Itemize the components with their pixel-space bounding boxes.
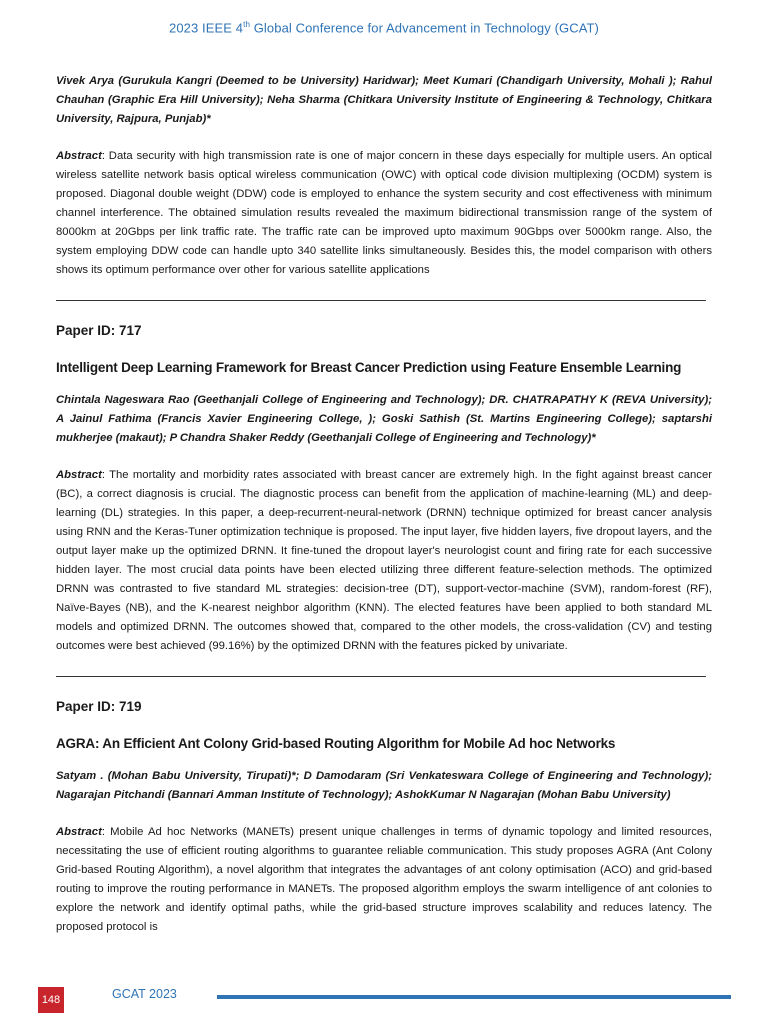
header-title-pre: 2023 IEEE 4: [169, 20, 244, 36]
page-content: [56, 72, 712, 937]
abstract-text: : The mortality and morbidity rates associated with breast cancer are extremely high. In the fight against breast cancer (BC), a correct diagnosis is crucial. The diagnostic process can benefit from the application of machine-learning (ML) and deep-learning (DL) strategies. In this paper, a deep-recurrent-neural-network (DRNN) technique optimized for breast cancer analysis using RNN and the Keras-Tuner optimization technique is proposed. The input layer, five hidden layers, five dropout layers, and the output layer make up the optimized DRNN. It fine-tuned the dropout layer's neurologist count and firing rate for each successive hidden layer. The most crucial data points have been elected utilizing three different feature-selection methods. The optimized DRNN was contrasted to five standard ML strategies: decision-tree (DT), support-vector-machine (SVM), random-forest (RF), Naïve-Bayes (NB), and the K-nearest neighbor algorithm (KNN). The elected features have been applied to both standard ML models and optimized DRNN. The outcomes showed that, compared to the other models, the cross-validation (CV) and testing outcomes were best achieved (99.16%) by the optimized DRNN with the features picked by univariate.: [56, 469, 712, 652]
paper-authors: Chintala Nageswara Rao (Geethanjali College of Engineering and Technology); DR. CHATRAPATHY K (REVA University); A Jainul Fathima (Francis Xavier Engineering College, ); Goski Sathish (St. Martins Engineering College); saptarshi mukherjee (makaut); P Chandra Shaker Reddy (Geethanjali College of Engineering and Technology)*: [56, 394, 712, 444]
paper-abstract: [56, 147, 712, 280]
paper-entry-continued: [56, 72, 712, 280]
abstract-text: : Mobile Ad hoc Networks (MANETs) present unique challenges in terms of dynamic topology and limited resources, necessitating the use of efficient routing algorithms to guarantee reliable communication. This study proposes AGRA (Ant Colony Grid-based Routing Algorithm), a novel algorithm that integrates the advantages of ant colony optimisation (ACO) and grid-based routing to improve the routing performance in MANETs. The proposed algorithm employs the swarm intelligence of ant colonies to explore the network and identify optimal paths, while the grid-based structure improves scalability and reduces latency. The proposed protocol is: [56, 826, 712, 933]
page-number-badge: 148: [38, 987, 64, 1013]
footer-label: GCAT 2023: [112, 987, 177, 1001]
running-header: [0, 20, 768, 35]
paper-abstract: [56, 466, 712, 656]
paper-id: Paper ID: 717: [56, 323, 142, 338]
header-title-post: Global Conference for Advancement in Technology (GCAT): [250, 20, 599, 36]
paper-entry-719: [56, 699, 712, 937]
abstract-text: : Data security with high transmission rate is one of major concern in these days especially for multiple users. An optical wireless satellite network basis optical wireless communication (OWC) with optical code division multiplexing (OCDM) system is proposed. Diagonal double weight (DDW) code is employed to enhance the system security and cost effectiveness with minimum channel interference. The obtained simulation results revealed the maximum bidirectional transmission range of the system of 8000km at 20Gbps per link traffic rate. The traffic rate can be improved upto maximum 90Gbps over 5000km range. Also, the system employing DDW code can handle upto 340 satellite links simultaneously. Besides this, the model comparison with others shows its optimum performance over other for various satellite applications: [56, 150, 712, 276]
abstract-label: Abstract: [56, 150, 102, 162]
paper-title: Intelligent Deep Learning Framework for Breast Cancer Prediction using Feature Ensemble Learning: [56, 360, 682, 375]
entry-separator: [56, 300, 706, 301]
paper-id: Paper ID: 719: [56, 699, 142, 714]
paper-title: AGRA: An Efficient Ant Colony Grid-based Routing Algorithm for Mobile Ad hoc Networks: [56, 736, 616, 751]
abstract-label: Abstract: [56, 469, 102, 481]
footer-rule: [217, 995, 731, 999]
abstract-label: Abstract: [56, 826, 102, 838]
paper-authors: Vivek Arya (Gurukula Kangri (Deemed to be University) Haridwar); Meet Kumari (Chandigarh University, Mohali ); Rahul Chauhan (Graphic Era Hill University); Neha Sharma (Chitkara University Institute of Engineering & Technology, Chitkara University, Rajpura, Punjab)*: [56, 75, 712, 125]
paper-abstract: [56, 823, 712, 937]
paper-authors: Satyam . (Mohan Babu University, Tirupati)*; D Damodaram (Sri Venkateswara College of Engineering and Technology); Nagarajan Pitchandi (Bannari Amman Institute of Technology); AshokKumar N Nagarajan (Mohan Babu University): [56, 770, 712, 801]
header-title-sup: th: [243, 20, 250, 29]
paper-entry-717: [56, 323, 712, 656]
entry-separator: [56, 676, 706, 677]
